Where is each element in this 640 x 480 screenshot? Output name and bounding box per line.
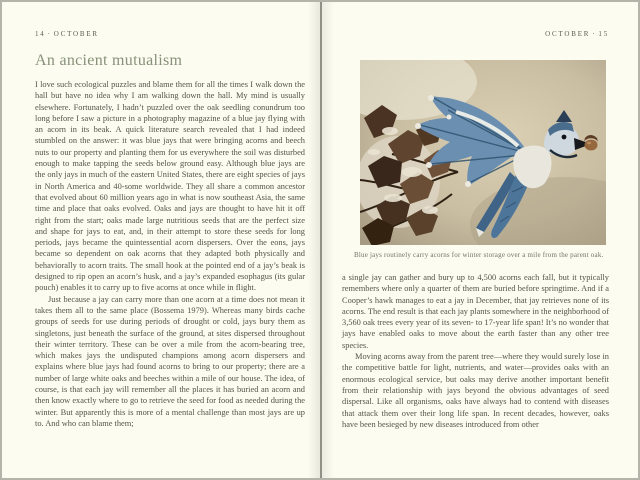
blue-jay-photo xyxy=(360,60,606,245)
running-head-right xyxy=(342,30,609,39)
section-label-right: OCTOBER xyxy=(545,30,591,38)
paragraph-left-2: Just because a jay can carry more than one acorn at a time does not mean it takes them all to the same place (Bossema 1979). Whereas many birds cache groups of seeds for use during periods of drought or cold, jays bury them as singletons, just beneath the surface of the ground, at sites dispersed throughout their winter territory. These can be over a mile from the acorn-bearing tree, which makes jays the undisputed champions among acorn dispersers and explains where blue jays had found acorns to bring to our property; there are a number of large white oaks and beeches within a mile of our house. The idea, of course, is that each jay will remember all the places it has buried an acorn and then know exactly where to go to retrieve the seed for food as needed during the winter. But apparently this is more of a mental challenge than most jays are up to. And who can blame them; xyxy=(35,294,305,428)
page-left xyxy=(35,30,305,429)
header-separator: · xyxy=(47,30,52,38)
section-label-left: OCTOBER xyxy=(53,30,99,38)
acorn xyxy=(584,135,598,150)
blue-jay-photo-illustration xyxy=(360,60,606,245)
header-separator: · xyxy=(592,30,597,38)
spine-shadow-left xyxy=(308,2,320,478)
spine-shadow-right xyxy=(322,2,334,478)
running-head-left xyxy=(35,30,305,39)
paragraph-left-1: I love such ecological puzzles and blame them for all the times I walk down the hall but have no idea why I am walking down the hall. My mind is usually elsewhere. Fortunately, I hadn’t puzzled over the oak seedling conundrum too long before I saw a picture in a photography magazine of a blue jay flying with an acorn in its beak. A quick literature search revealed that I had indeed stumbled on the answer: it was blue jays that were bringing acorns and beech nuts to our property and planting them for us everywhere the soil was disturbed enough to make tapping the seeds below ground easy. Although blue jays are the only jays in much of the eastern United States, there are eight species of jays in North America and 40-some worldwide. They all share a common ancestor that evolved about 60 million years ago in what is now southeast Asia, the same time and place that oaks evolved. Oaks and jays are thought to have hit it off right from the start; oaks made large nutritious seeds that are the perfect size and shape for jays to eat, and, in their attempt to store these seeds for long periods, jays became the quintessential acorn dispersers. Over the eons, jays became so dependent on oak acorns that they adapted both physically and behaviorally to acorn traits. The small hook at the pointed end of a jay’s beak is designed to rip open an acorn’s husk, and a jay’s expanded esophagus (its gular pouch) enables it to carry up to five acorns at once while in flight. xyxy=(35,80,305,293)
photo-caption: Blue jays routinely carry acorns for winter storage over a mile from the parent oak. xyxy=(354,251,604,259)
jay-eye xyxy=(562,135,567,140)
page-number-left: 14 xyxy=(35,30,46,38)
chapter-title: An ancient mutualism xyxy=(35,52,183,69)
paragraph-right-2: Moving acorns away from the parent tree—where they would surely lose in the competitive battle for light, nutrients, and water—provides oaks with an enormous ecological service, but oaks may derive another important benefit from their relationship with jays beyond the obvious advantages of seed dispersal. Like all organisms, oaks have always had to contend with diseases that attack them over their long life span. In recent decades, however, oaks have been besieged by new diseases introduced from other xyxy=(342,352,609,429)
page-right xyxy=(342,30,609,430)
page-number-right: 15 xyxy=(598,30,609,38)
paragraph-right-1: a single jay can gather and bury up to 4,500 acorns each fall, but it typically remembers where only a quarter of them are buried before springtime. And if a Cooper’s hawk manages to eat a jay in December, that jay retrieves none of its acorns. The end result is that each jay plants somewhere in the neighborhood of 3,560 oak trees every year of its seven- to 17-year life span! It’s no wonder that jays have enabled oaks to move about the earth faster than any other tree species. xyxy=(342,273,609,350)
